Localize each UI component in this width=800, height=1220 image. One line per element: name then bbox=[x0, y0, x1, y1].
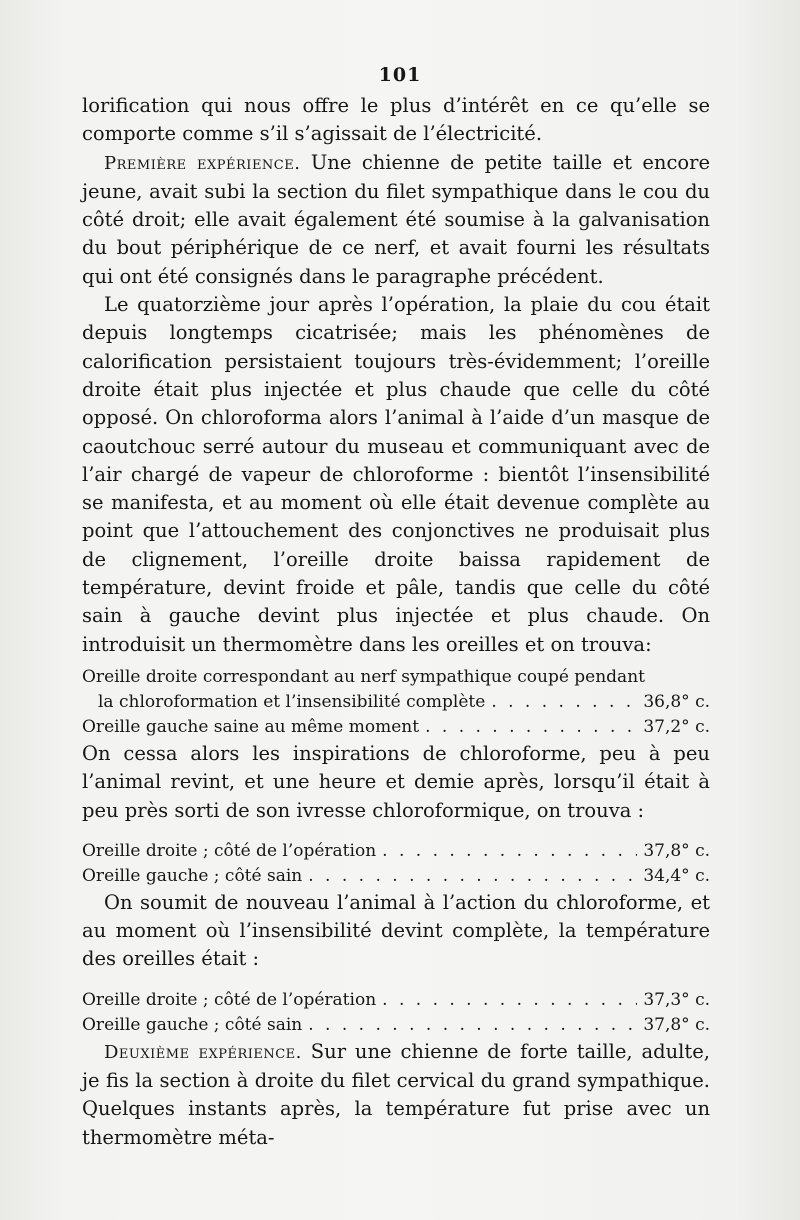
measurement-label: la chloroformation et l’insensibilité complète bbox=[98, 691, 486, 712]
dot-leader bbox=[308, 864, 637, 889]
measurement-row bbox=[82, 839, 710, 864]
measurement-table-1 bbox=[82, 665, 710, 740]
measurement-row bbox=[82, 988, 710, 1013]
measurement-table-2 bbox=[82, 839, 710, 889]
measurement-table-3 bbox=[82, 988, 710, 1038]
measurement-row bbox=[82, 1013, 710, 1038]
measurement-label: Oreille droite ; côté de l’opération bbox=[82, 989, 377, 1010]
dot-leader bbox=[382, 839, 637, 864]
paragraph-experiment-1 bbox=[82, 149, 710, 291]
paragraph-experiment-2 bbox=[82, 1038, 710, 1152]
paragraph-text: Sur une chienne de forte taille, adulte, je fis la section à droite du filet cervical du grand sympathique. Quelques instants après, la température fut prise avec un thermomètre méta- bbox=[82, 1039, 710, 1149]
measurement-value: 36,8° c. bbox=[643, 691, 710, 712]
measurement-label: Oreille gauche ; côté sain bbox=[82, 865, 303, 886]
paragraph: On soumit de nouveau l’animal à l’action du chloroforme, et au moment où l’insensibilité devint complète, la température des oreilles était : bbox=[82, 890, 710, 971]
measurement-value: 34,4° c. bbox=[643, 865, 710, 886]
measurement-label: Oreille droite ; côté de l’opération bbox=[82, 840, 377, 861]
paragraph-continued: lorification qui nous offre le plus d’intérêt en ce qu’elle se comporte comme s’il s’agissait de l’électricité. bbox=[82, 94, 710, 146]
measurement-value: 37,2° c. bbox=[643, 716, 710, 737]
dot-leader bbox=[382, 988, 637, 1013]
measurement-row bbox=[82, 690, 710, 715]
page-number: 101 bbox=[378, 64, 422, 86]
measurement-label: Oreille gauche ; côté sain bbox=[82, 1014, 303, 1035]
paragraph: Le quatorzième jour après l’opération, la plaie du cou était depuis longtemps cicatrisée; mais les phénomènes de calorification persistaient toujours très-évidemment; l’oreille droite était plus injectée et plus chaude que celle du côté opposé. On chloroforma alors l’animal à l’aide d’un masque de caoutchouc serré autour du museau et communiquant avec de l’air chargé de vapeur de chloroforme : bientôt l’insensibilité se manifesta, et au moment où elle était devenue complète au point que l’attouchement des conjonctives ne produisait plus de clignement, l’oreille droite baissa rapidement de température, devint froide et pâle, tandis que celle du côté sain à gauche devint plus injectée et plus chaude. On introduisit un thermomètre dans les oreilles et on trouva: bbox=[82, 293, 710, 656]
measurement-label: Oreille gauche saine au même moment bbox=[82, 716, 420, 737]
paragraph: On cessa alors les inspirations de chloroforme, peu à peu l’animal revint, et une heure et demie après, lorsqu’il était à peu près sorti de son ivresse chloroformique, on trouva : bbox=[82, 741, 710, 822]
measurement-row bbox=[82, 864, 710, 889]
paragraph-text: Une chienne de petite taille et encore jeune, avait subi la section du filet sympathique dans le cou du côté droit; elle avait également été soumise à la galvanisation du bout périphérique de ce nerf, et avait fourni les résultats qui ont été consignés dans le paragraphe précédent. bbox=[82, 150, 710, 288]
measurement-row bbox=[82, 715, 710, 740]
dot-leader bbox=[308, 1013, 637, 1038]
section-heading: Première expérience. bbox=[104, 152, 301, 174]
page-body bbox=[82, 92, 710, 1152]
measurement-value: 37,8° c. bbox=[643, 840, 710, 861]
dot-leader bbox=[425, 715, 637, 740]
section-heading: Deuxième expérience. bbox=[104, 1041, 302, 1063]
measurement-value: 37,3° c. bbox=[643, 989, 710, 1010]
measurement-label: Oreille droite correspondant au nerf sympathique coupé pendant bbox=[82, 666, 645, 687]
measurement-value: 37,8° c. bbox=[643, 1014, 710, 1035]
dot-leader bbox=[491, 690, 637, 715]
